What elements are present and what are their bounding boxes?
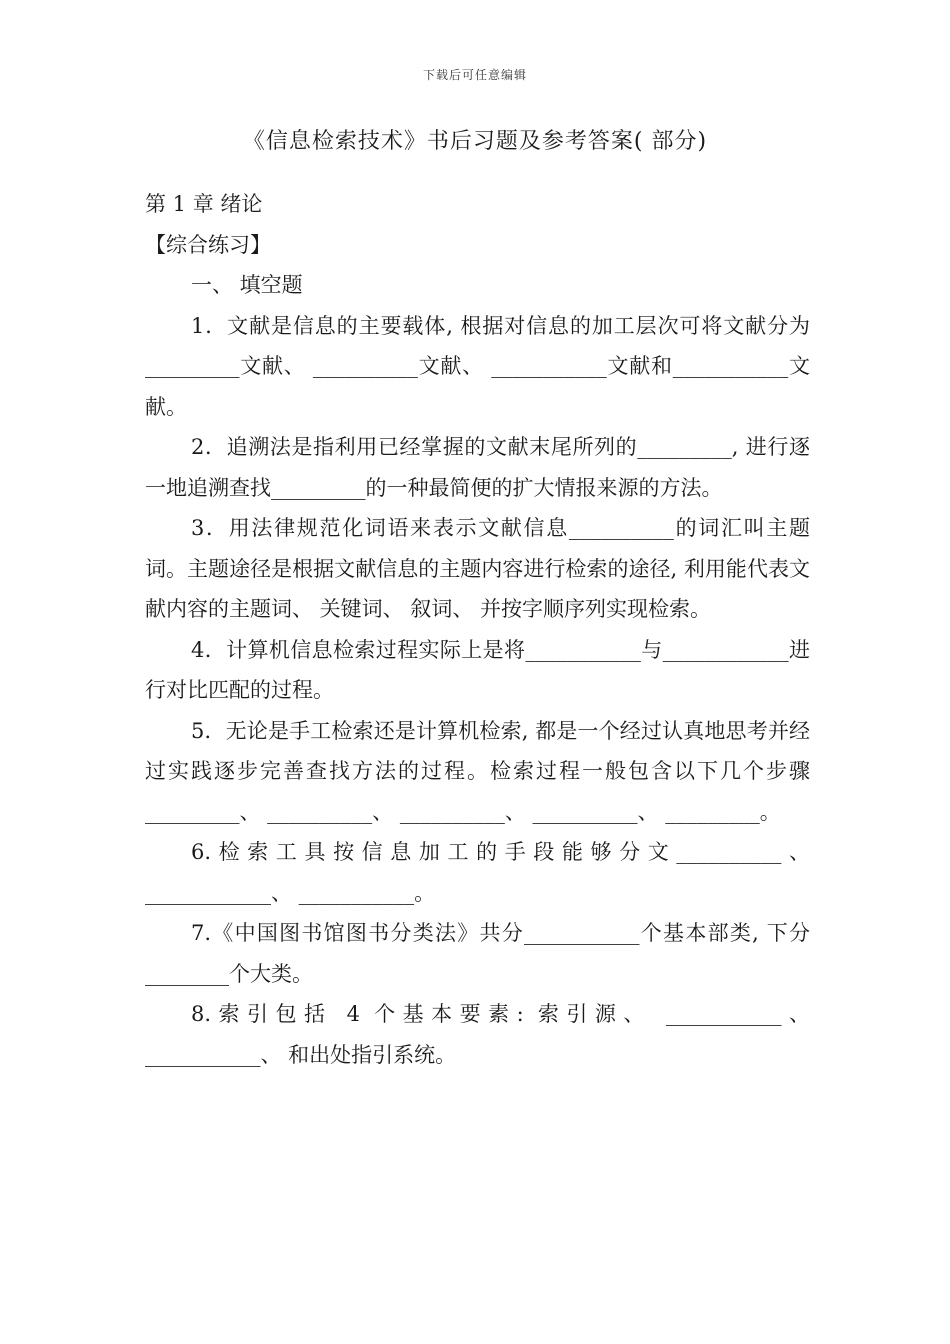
question-item: 2．追溯法是指利用已经掌握的文献末尾所列的_________, 进行逐一地追溯查找_________的一种最简便的扩大情报来源的方法。 [145,435,810,500]
question-item: 5．无论是手工检索还是计算机检索, 都是一个经过认真地思考并经过实践逐步完善查找方法的过程。检索过程一般包含以下几个步骤_________、 __________、 __________、 __________、 _________。 [145,718,810,824]
question-item: 6.检索工具按信息加工的手段能够分文__________、 ____________、 ___________。 [145,840,810,905]
question-type-heading: 一、 填空题 [191,273,303,297]
question-item: 4．计算机信息检索过程实际上是将___________与____________进行对比匹配的过程。 [145,637,810,702]
document-body [145,184,810,1075]
question-item: 1．文献是信息的主要载体, 根据对信息的加工层次可将文献分为_________文献、 __________文献、 ___________文献和___________文献。 [145,313,810,419]
question-item: 3．用法律规范化词语来表示文献信息__________的词汇叫主题词。主题途径是根据文献信息的主题内容进行检索的途径, 利用能代表文献内容的主题词、 关键词、 叙词、 并按字顺序列实现检索。 [145,516,810,621]
header-note: 下载后可任意编辑 [422,68,527,82]
document-title: 《信息检索技术》书后习题及参考答案( 部分) [242,129,708,154]
question-item: 8.索引包括 4 个基本要素: 索引源、 ___________、 ___________、 和出处指引系统。 [145,1002,810,1067]
chapter-heading: 第 1 章 绪论 [145,192,263,216]
question-item: 7.《中国图书馆图书分类法》共分___________个基本部类, 下分________个大类。 [145,921,810,986]
section-label: 【综合练习】 [145,232,271,257]
